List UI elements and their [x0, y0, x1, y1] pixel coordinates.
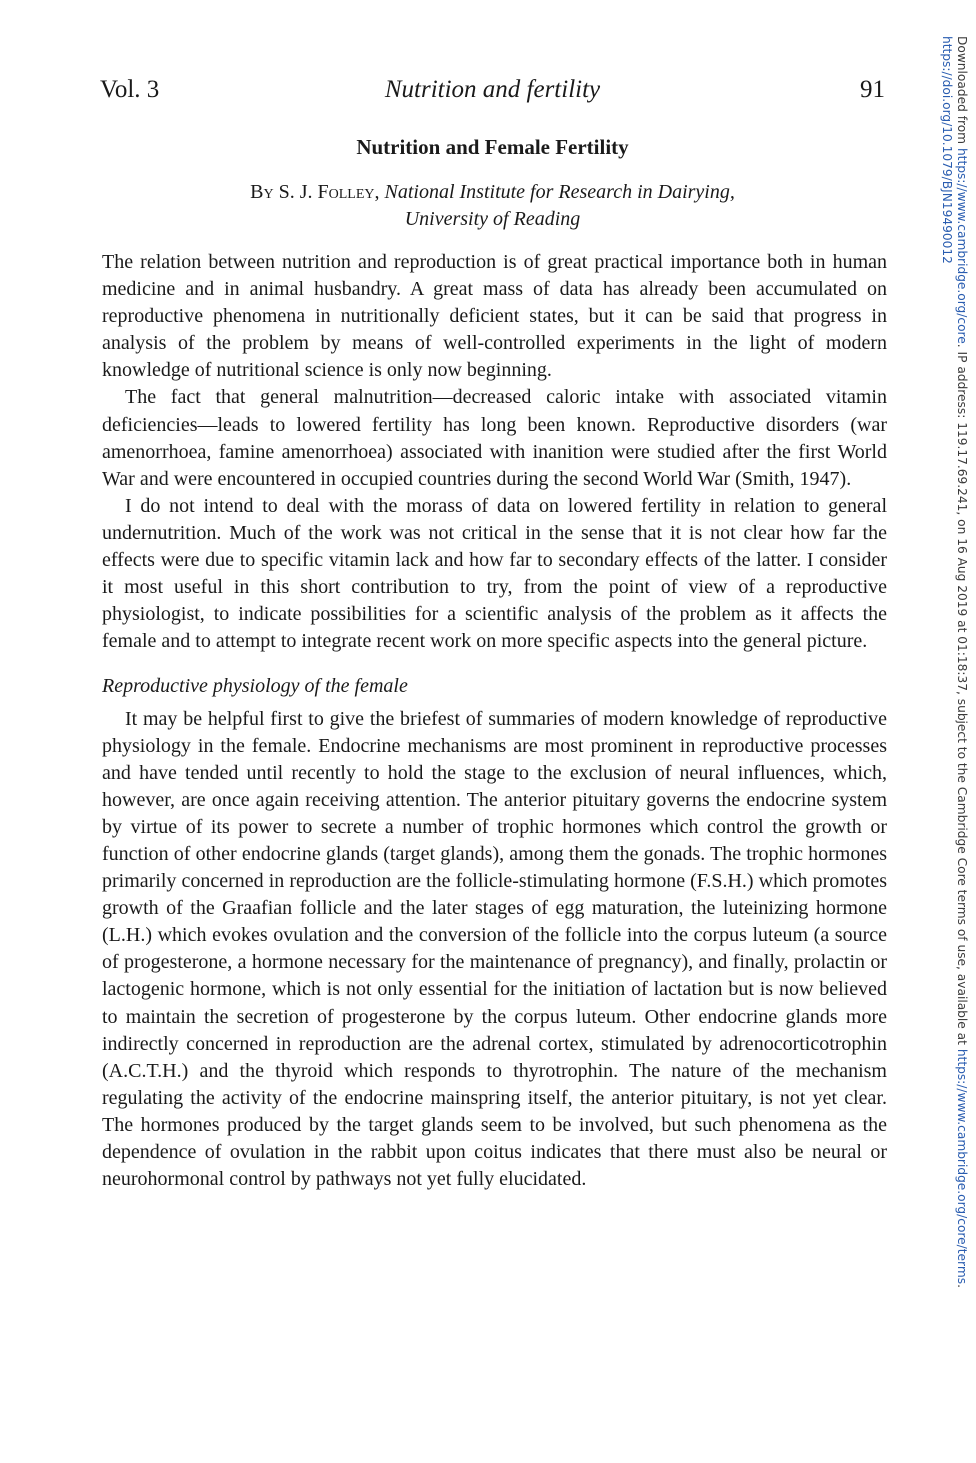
paragraph-4: It may be helpful first to give the briefest of summaries of modern knowledge of reproductive physiology in the female. Endocrine mechanisms are most prominent in reproductive processes and have tended until recently to hold the stage to the exclusion of neural influences, which, however, are once again receiving attention. The anterior pituitary governs the endocrine system by virtue of its power to secrete a number of trophic hormones which control the growth or function of other endocrine glands (target glands), among them the gonads. The trophic hormones primarily concerned in reproduction are the follicle-stimulating hormone (F.S.H.) which promotes growth of the Graafian follicle and the later stages of egg maturation, the luteinizing hormone (L.H.) which evokes ovulation and the conversion of the follicle into the corpus luteum (a source of progesterone, a hormone necessary for the maintenance of pregnancy), and finally, prolactin or lactogenic hormone, which is not only essential for the initiation of lactation but is now believed to maintain the secretion of progesterone by the corpus luteum. Other endocrine glands more indirectly concerned in reproduction are the adrenal cortex, stimulated by adrenocorticotrophin (A.C.T.H.) and the thyroid which responds to thyrotrophin. The nature of the mechanism regulating the activity of the endocrine mainspring itself, the anterior pituitary, is not yet clear. The hormones produced by the target glands seem to be involved, but such phenomena as the dependence of ovulation in the rabbit upon coitus indicates that there must also be neural or neurohormonal control by pathways not yet fully elucidated. [102, 707, 887, 1191]
download-notice-line-1 [954, 36, 969, 1396]
section-heading: Reproductive physiology of the female [102, 675, 408, 698]
downloaded-from-label: Downloaded from [955, 36, 969, 145]
paragraph-1: The relation between nutrition and reproduction is of great practical importance both in human medicine and in animal husbandry. A great mass of data has already been accumulated on reproductive phenomena in nutritionally deficient states, but it can be said that progress in analysis of the problem by means of well-controlled experiments in the light of modern knowledge of nutritional science is only now beginning. [102, 251, 887, 382]
author-name: S. J. Folley, [278, 181, 380, 203]
paragraph-2: The fact that general malnutrition—decreased caloric intake with associated vitamin deficiencies—leads to lowered fertility has long been known. Reproductive disorders (war amenorrhoea, famine amenorrhoea) associated with inanition were studied after the first World War and were encountered in occupied countries during the second World War (Smith, 1947). [102, 386, 887, 490]
article-body [102, 249, 887, 1193]
notice-end: . [955, 1284, 969, 1288]
journal-section-title: Nutrition and fertility [384, 76, 601, 103]
page-number: 91 [860, 76, 885, 103]
volume-label: Vol. 3 [100, 76, 160, 103]
affiliation-line-2: University of Reading [404, 208, 581, 230]
running-head [100, 76, 885, 112]
doi-link[interactable]: https://doi.org/10.1079/BJN19490012 [940, 36, 954, 264]
download-notice [935, 36, 969, 1396]
byline [100, 179, 885, 233]
download-notice-line-2 [939, 36, 954, 1396]
download-notice-text [935, 36, 969, 1396]
byline-line-1 [100, 179, 885, 206]
paragraph-3: I do not intend to deal with the morass of data on lowered fertility in relation to general undernutrition. Much of the work was not critical in the sense that it is not clear how far the effects were due to specific vitamin lack and how far to secondary effects of the latter. I consider it most useful in this short contribution to try, from the point of view of a reproductive physiologist, to indicate possibilities for a scientific analysis of the problem as it affects the female and to attempt to integrate recent work on more specific aspects into the general picture. [102, 494, 887, 653]
terms-link[interactable]: https://www.cambridge.org/core/terms [955, 1048, 969, 1285]
ip-terms-text: . IP address: 119.17.69.241, on 16 Aug 2019 at 01:18:37, subject to the Cambridge Core terms of use, available at [955, 343, 969, 1045]
article-title: Nutrition and Female Fertility [356, 135, 629, 159]
affiliation-line-1: National Institute for Research in Dairying, [384, 181, 735, 203]
core-link[interactable]: https://www.cambridge.org/core [955, 147, 969, 344]
byline-prefix: By [250, 181, 274, 203]
